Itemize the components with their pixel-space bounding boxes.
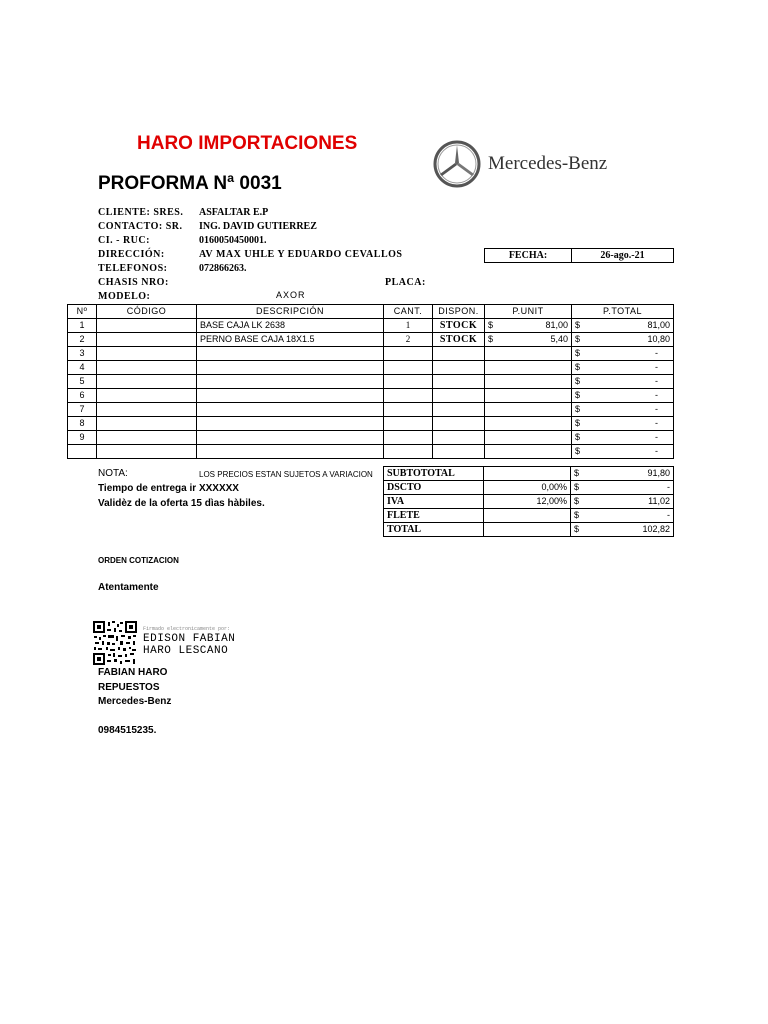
row-number: 1 xyxy=(68,319,97,333)
company-name: HARO IMPORTACIONES xyxy=(137,133,358,154)
row-dispon xyxy=(433,361,485,375)
dscto-value: - xyxy=(585,481,674,495)
header-n: Nº xyxy=(68,305,97,319)
total-value: - xyxy=(655,348,658,358)
total-value: - xyxy=(655,446,658,456)
header-ptotal: P.TOTAL xyxy=(572,305,674,319)
row-unit-price xyxy=(485,347,572,361)
currency-symbol: $ xyxy=(575,362,581,372)
row-number: 6 xyxy=(68,389,97,403)
row-description xyxy=(197,431,384,445)
row-unit-price xyxy=(485,389,572,403)
fecha-label: FECHA: xyxy=(485,249,572,263)
currency-symbol: $ xyxy=(575,348,581,358)
row-dispon xyxy=(433,417,485,431)
row-unit-price xyxy=(485,445,572,459)
total-value: - xyxy=(655,362,658,372)
dscto-currency: $ xyxy=(571,481,586,495)
row-code xyxy=(97,361,197,375)
total-pct xyxy=(484,523,571,537)
row-total-price xyxy=(572,361,674,375)
qr-code-icon xyxy=(92,620,138,666)
row-description xyxy=(197,347,384,361)
row-dispon: STOCK xyxy=(433,319,485,333)
header-codigo: CÓDIGO xyxy=(97,305,197,319)
row-unit-price xyxy=(485,375,572,389)
table-row xyxy=(68,417,674,431)
row-total-price xyxy=(572,389,674,403)
items-table xyxy=(67,304,674,459)
subtotal-label: SUBTOTOTAL xyxy=(384,467,484,481)
row-code xyxy=(97,389,197,403)
modelo-label: MODELO: xyxy=(98,291,151,302)
row-total-price xyxy=(572,347,674,361)
fecha-value: 26-ago.-21 xyxy=(572,249,674,263)
modelo-value: AXOR xyxy=(276,290,306,300)
table-row xyxy=(68,333,674,347)
proforma-title: PROFORMA Nª 0031 xyxy=(98,173,282,194)
row-unit-price xyxy=(485,361,572,375)
dscto-label: DSCTO xyxy=(384,481,484,495)
table-row xyxy=(68,361,674,375)
dscto-pct: 0,00% xyxy=(484,481,571,495)
contacto-label: CONTACTO: SR. xyxy=(98,221,183,232)
currency-symbol: $ xyxy=(488,320,494,330)
placa-label: PLACA: xyxy=(385,277,426,288)
total-value: - xyxy=(655,418,658,428)
currency-symbol: $ xyxy=(575,432,581,442)
row-number: 3 xyxy=(68,347,97,361)
row-qty xyxy=(384,361,433,375)
row-description xyxy=(197,375,384,389)
header-descripcion: DESCRIPCIÓN xyxy=(197,305,384,319)
iva-row xyxy=(384,495,674,509)
row-dispon xyxy=(433,347,485,361)
iva-currency: $ xyxy=(571,495,586,509)
row-dispon xyxy=(433,389,485,403)
signature-caption: Firmado electronicamente por: xyxy=(143,626,231,632)
iva-label: IVA xyxy=(384,495,484,509)
currency-symbol: $ xyxy=(575,446,581,456)
row-dispon xyxy=(433,403,485,417)
currency-symbol: $ xyxy=(488,334,494,344)
row-dispon xyxy=(433,431,485,445)
currency-symbol: $ xyxy=(575,390,581,400)
total-value: - xyxy=(655,404,658,414)
flete-value: - xyxy=(585,509,674,523)
unit-value: 5,40 xyxy=(550,334,568,344)
row-unit-price xyxy=(485,403,572,417)
row-dispon: STOCK xyxy=(433,333,485,347)
row-total-price xyxy=(572,417,674,431)
flete-row xyxy=(384,509,674,523)
row-code xyxy=(97,319,197,333)
row-number: 9 xyxy=(68,431,97,445)
row-dispon xyxy=(433,375,485,389)
signer-name: FABIAN HARO xyxy=(98,667,168,678)
row-description xyxy=(197,417,384,431)
signature-line1: EDISON FABIAN xyxy=(143,633,236,645)
total-value: 81,00 xyxy=(647,320,670,330)
row-description xyxy=(197,389,384,403)
total-value: - xyxy=(655,432,658,442)
total-value: 10,80 xyxy=(647,334,670,344)
flete-pct xyxy=(484,509,571,523)
total-currency: $ xyxy=(571,523,586,537)
table-row xyxy=(68,347,674,361)
row-total-price xyxy=(572,319,674,333)
currency-symbol: $ xyxy=(575,418,581,428)
row-code xyxy=(97,445,197,459)
total-value: - xyxy=(655,376,658,386)
row-unit-price xyxy=(485,333,572,347)
row-qty xyxy=(384,403,433,417)
row-total-price xyxy=(572,375,674,389)
ruc-label: CI. - RUC: xyxy=(98,235,150,246)
table-row xyxy=(68,431,674,445)
orden-cotizacion: ORDEN COTIZACION xyxy=(98,556,179,565)
table-row xyxy=(68,319,674,333)
row-number: 7 xyxy=(68,403,97,417)
currency-symbol: $ xyxy=(575,376,581,386)
row-qty: 1 xyxy=(384,319,433,333)
subtotal-row xyxy=(384,467,674,481)
chasis-label: CHASIS NRO: xyxy=(98,277,169,288)
mercedes-star-icon xyxy=(432,139,482,189)
row-description: BASE CAJA LK 2638 xyxy=(197,319,384,333)
contacto-value: ING. DAVID GUTIERREZ xyxy=(199,221,317,232)
subtotal-value: 91,80 xyxy=(585,467,674,481)
iva-value: 11,02 xyxy=(585,495,674,509)
row-code xyxy=(97,375,197,389)
row-qty: 2 xyxy=(384,333,433,347)
header-cant: CANT. xyxy=(384,305,433,319)
atentamente: Atentamente xyxy=(98,582,159,593)
direccion-value: AV MAX UHLE Y EDUARDO CEVALLOS xyxy=(199,249,403,260)
unit-value: 81,00 xyxy=(545,320,568,330)
row-qty xyxy=(384,445,433,459)
totals-table xyxy=(383,466,674,537)
nota-text: LOS PRECIOS ESTAN SUJETOS A VARIACION xyxy=(199,470,373,479)
row-description xyxy=(197,445,384,459)
currency-symbol: $ xyxy=(575,320,581,330)
flete-label: FLETE xyxy=(384,509,484,523)
subtotal-currency: $ xyxy=(571,467,586,481)
direccion-label: DIRECCIÓN: xyxy=(98,249,165,260)
telefonos-value: 072866263. xyxy=(199,263,247,274)
row-number: 2 xyxy=(68,333,97,347)
signer-dept: REPUESTOS xyxy=(98,682,160,693)
brand-name: Mercedes-Benz xyxy=(488,153,608,174)
row-description: PERNO BASE CAJA 18X1.5 xyxy=(197,333,384,347)
nota-label: NOTA: xyxy=(98,468,128,479)
row-code xyxy=(97,403,197,417)
currency-symbol: $ xyxy=(575,404,581,414)
row-total-price xyxy=(572,445,674,459)
row-qty xyxy=(384,417,433,431)
total-value: - xyxy=(655,390,658,400)
row-code xyxy=(97,347,197,361)
row-qty xyxy=(384,389,433,403)
row-unit-price xyxy=(485,431,572,445)
dscto-row xyxy=(384,481,674,495)
row-code xyxy=(97,417,197,431)
subtotal-pct xyxy=(484,467,571,481)
cliente-label: CLIENTE: SRES. xyxy=(98,207,184,218)
header-dispon: DISPON. xyxy=(433,305,485,319)
signature-line2: HARO LESCANO xyxy=(143,645,229,657)
brand-logo xyxy=(430,138,618,190)
total-label: TOTAL xyxy=(384,523,484,537)
row-number xyxy=(68,445,97,459)
row-qty xyxy=(384,347,433,361)
row-dispon xyxy=(433,445,485,459)
validez-text: Validèz de la oferta 15 dìas hàbiles. xyxy=(98,498,265,509)
row-code xyxy=(97,333,197,347)
table-row xyxy=(68,403,674,417)
row-number: 4 xyxy=(68,361,97,375)
row-qty xyxy=(384,375,433,389)
table-row xyxy=(68,445,674,459)
row-description xyxy=(197,403,384,417)
row-unit-price xyxy=(485,319,572,333)
signer-phone: 0984515235. xyxy=(98,725,157,736)
row-description xyxy=(197,361,384,375)
row-total-price xyxy=(572,403,674,417)
entrega-text: Tiempo de entrega ir XXXXXX xyxy=(98,483,239,494)
row-number: 8 xyxy=(68,417,97,431)
ruc-value: 0160050450001. xyxy=(199,235,267,246)
table-header-row xyxy=(68,305,674,319)
telefonos-label: TELEFONOS: xyxy=(98,263,168,274)
row-unit-price xyxy=(485,417,572,431)
flete-currency: $ xyxy=(571,509,586,523)
signer-brand: Mercedes-Benz xyxy=(98,696,172,707)
row-code xyxy=(97,431,197,445)
row-total-price xyxy=(572,431,674,445)
fecha-box xyxy=(484,248,674,263)
row-number: 5 xyxy=(68,375,97,389)
currency-symbol: $ xyxy=(575,334,581,344)
row-total-price xyxy=(572,333,674,347)
table-row xyxy=(68,375,674,389)
table-row xyxy=(68,389,674,403)
row-qty xyxy=(384,431,433,445)
iva-pct: 12,00% xyxy=(484,495,571,509)
total-row xyxy=(384,523,674,537)
cliente-value: ASFALTAR E.P xyxy=(199,207,269,218)
header-punit: P.UNIT xyxy=(485,305,572,319)
total-value: 102,82 xyxy=(585,523,674,537)
